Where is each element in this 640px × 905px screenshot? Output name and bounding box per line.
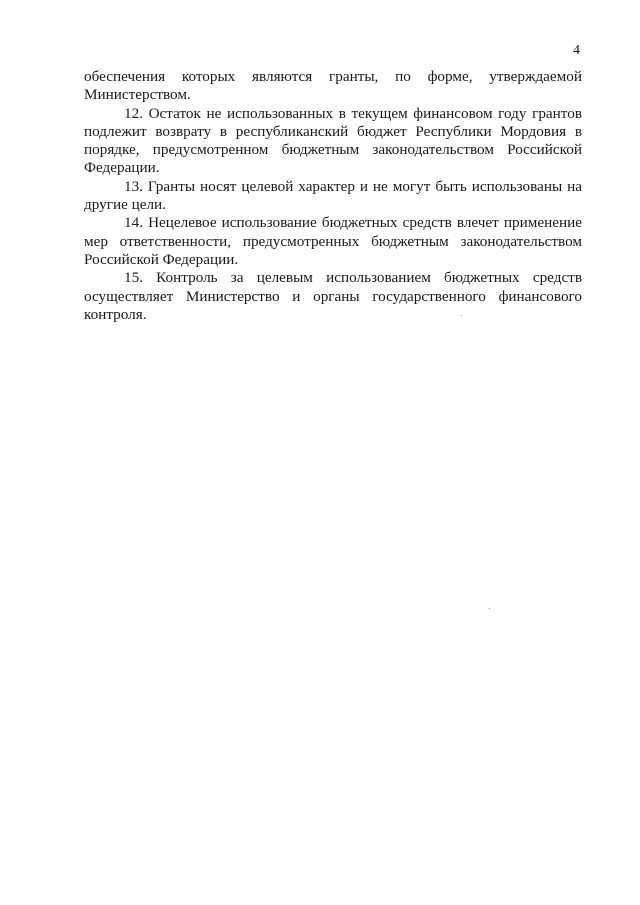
paragraph-15: 15. Контроль за целевым использованием бюджетных средств осуществляет Министерство и органы государственного финансового контроля. [84, 269, 582, 323]
document-body [84, 68, 582, 324]
scan-speck [461, 315, 462, 316]
scan-speck [489, 608, 490, 609]
paragraph-14: 14. Нецелевое использование бюджетных средств влечет применение мер ответственности, предусмотренных бюджетным законодательством Российской Федерации. [84, 214, 582, 268]
paragraph-12: 12. Остаток не использованных в текущем финансовом году грантов подлежит возврату в республиканский бюджет Республики Мордовия в порядке, предусмотренном бюджетным законодательством Российской Федерации. [84, 104, 582, 177]
page-number: 4 [573, 43, 580, 58]
paragraph-continuation: обеспечения которых являются гранты, по форме, утверждаемой Министерством. [84, 68, 582, 104]
paragraph-13: 13. Гранты носят целевой характер и не могут быть использованы на другие цели. [84, 177, 582, 214]
